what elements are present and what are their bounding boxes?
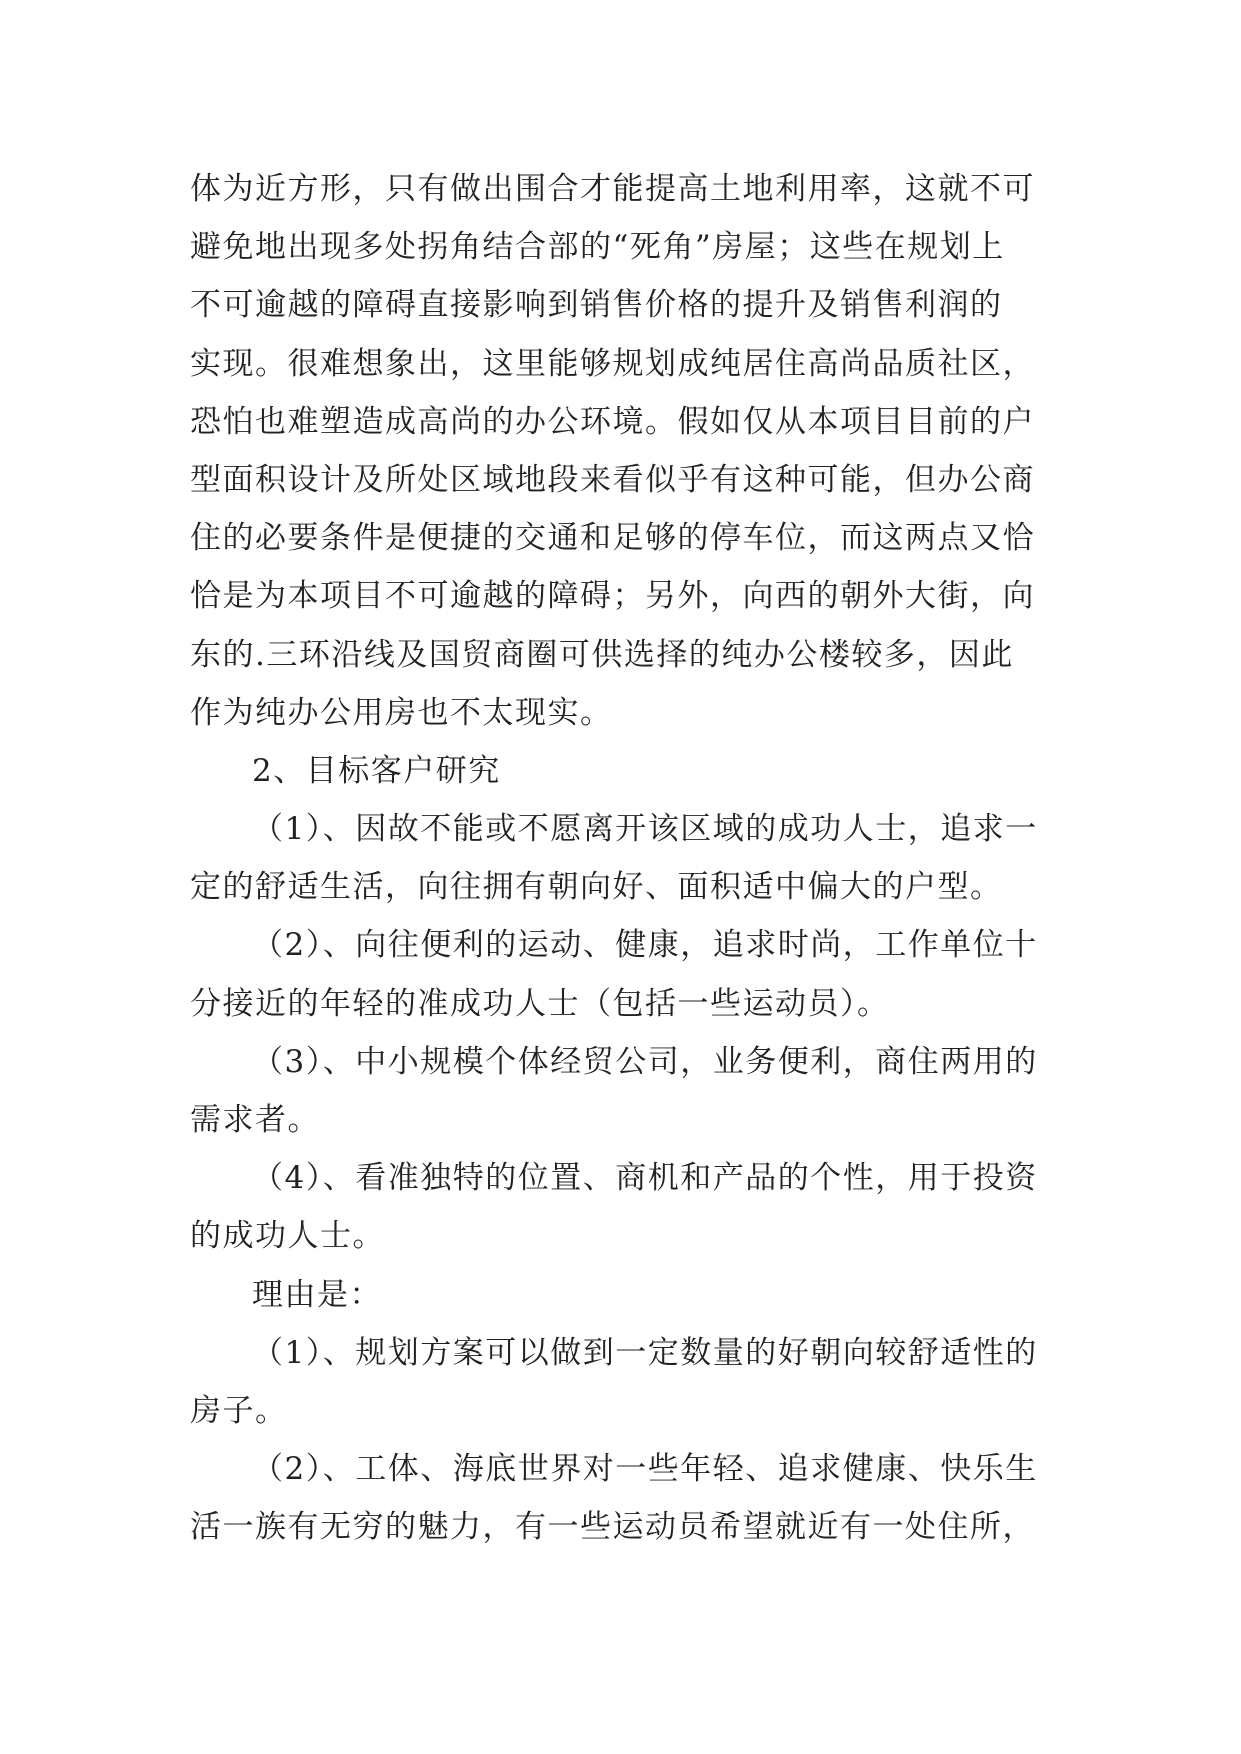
text-line: （3）、中小规模个体经贸公司，业务便利，商住两用的 <box>252 1043 1038 1080</box>
text-line: 型面积设计及所处区域地段来看似乎有这种可能，但办公商 <box>190 461 1035 498</box>
text-line: 的成功人士。 <box>190 1218 385 1255</box>
text-line: 体为近方形，只有做出围合才能提高土地利用率，这就不可 <box>190 171 1035 207</box>
text-line: （1）、因故不能或不愿离开该区域的成功人士，追求一 <box>252 811 1038 848</box>
text-line: 分接近的年轻的准成功人士（包括一些运动员）。 <box>190 985 890 1022</box>
document-body <box>190 160 1052 1557</box>
text-line: 恰是为本项目不可逾越的障碍；另外，向西的朝外大街，向 <box>190 578 1035 615</box>
text-line: 东的.三环沿线及国贸商圈可供选择的纯办公楼较多，因此 <box>190 636 1014 673</box>
text-line: 不可逾越的障碍直接影响到销售价格的提升及销售利润的 <box>190 287 1003 324</box>
text-line: 恐怕也难塑造成高尚的办公环境。假如仅从本项目目前的户 <box>190 403 1035 440</box>
section-heading: 2、目标客户研究 <box>252 752 501 789</box>
text-line: 实现。很难想象出，这里能够规划成纯居住高尚品质社区， <box>190 345 1035 382</box>
text-line: 作为纯办公用房也不太现实。 <box>190 694 613 731</box>
text-line: 房子。 <box>190 1392 288 1429</box>
text-line: 住的必要条件是便捷的交通和足够的停车位，而这两点又恰 <box>190 520 1035 557</box>
text-line: 避免地出现多处拐角结合部的“死角”房屋；这些在规划上 <box>190 229 1005 266</box>
text-line: （4）、看准独特的位置、商机和产品的个性，用于投资 <box>252 1160 1038 1197</box>
text-line: 理由是： <box>252 1276 382 1313</box>
text-line: （2）、工体、海底世界对一些年轻、追求健康、快乐生 <box>252 1451 1038 1488</box>
text-line: （2）、向往便利的运动、健康，追求时尚，工作单位十 <box>252 927 1038 964</box>
text-line: 活一族有无穷的魅力，有一些运动员希望就近有一处住所， <box>190 1509 1035 1546</box>
text-line: 定的舒适生活，向往拥有朝向好、面积适中偏大的户型。 <box>190 869 1003 906</box>
text-line: 需求者。 <box>190 1102 320 1138</box>
text-line: （1）、规划方案可以做到一定数量的好朝向较舒适性的 <box>252 1334 1038 1371</box>
